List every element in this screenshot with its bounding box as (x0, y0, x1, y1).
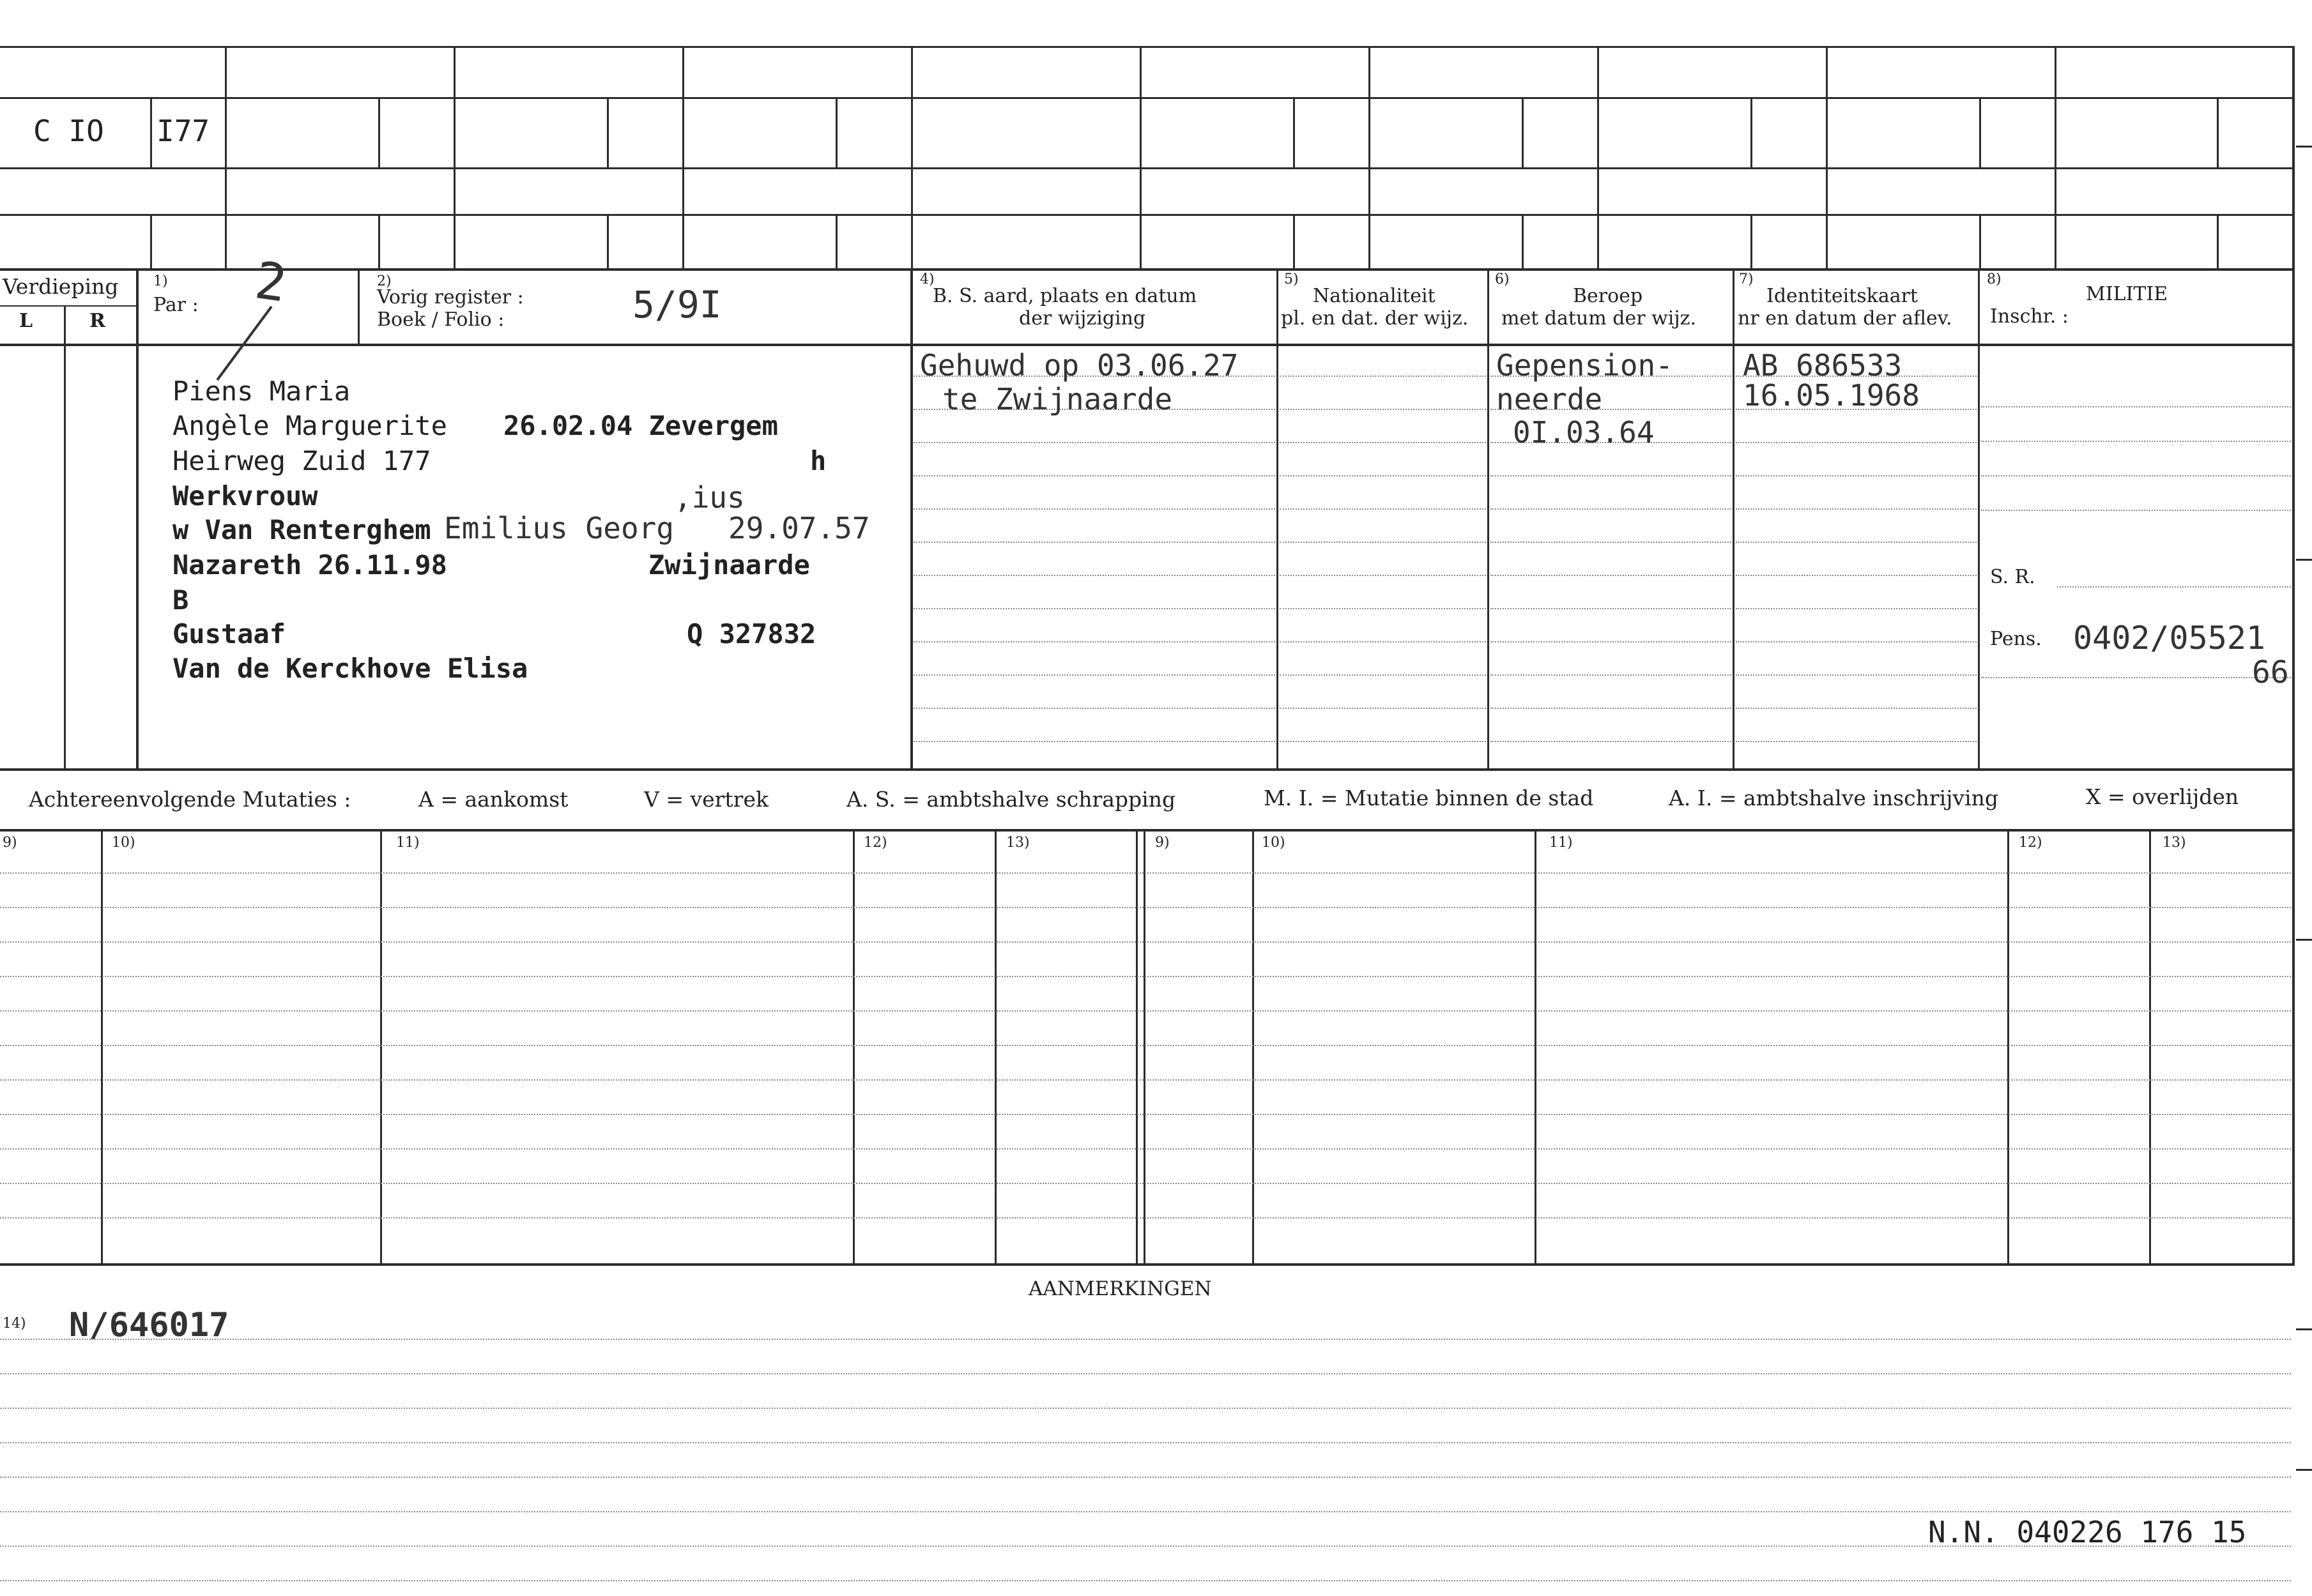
grid-subcol (2217, 214, 2219, 268)
mut-header-11b: 11) (1549, 835, 1573, 851)
grid-subcol (378, 214, 380, 268)
mut-row-line (0, 907, 2291, 908)
beroep-header-1: Beroep (1573, 285, 1643, 307)
r-label: R (89, 310, 105, 332)
row-line (1736, 708, 1977, 709)
row-line (1280, 641, 1486, 642)
row-line (914, 708, 1275, 709)
col-number: 14) (3, 1316, 26, 1332)
margin-tick (2296, 939, 2312, 941)
header-bottom (0, 344, 2293, 346)
mut-header-11: 11) (396, 835, 420, 851)
person-spouse: w Van Renterghem (172, 514, 431, 545)
inschr-label: Inschr. : (1990, 305, 2069, 328)
col-number: 8) (1987, 271, 2002, 287)
row-line (1280, 409, 1486, 410)
row-line (914, 674, 1275, 676)
mut-header-9b: 9) (1155, 835, 1170, 851)
id-header-1: Identiteitskaart (1766, 285, 1918, 307)
person-address: Heirweg Zuid 177 (172, 445, 431, 476)
legend-mi: M. I. = Mutatie binnen de stad (1264, 786, 1594, 810)
grid-col (2055, 46, 2056, 270)
margin-tick (2296, 559, 2312, 561)
col-divider (358, 268, 360, 345)
person-insert: ,ius (674, 480, 745, 515)
mut-col (1252, 830, 1254, 1265)
grid-row-line (0, 214, 2293, 216)
grid-col (1826, 46, 1828, 270)
grid-subcol (836, 97, 838, 167)
row-line (1280, 708, 1486, 709)
boek-folio-value: 5/9I (632, 283, 722, 326)
mut-col (995, 830, 997, 1265)
col-divider (1978, 268, 1980, 770)
person-birth: 26.02.04 Zevergem (503, 410, 778, 441)
grid-subcol (1293, 97, 1295, 167)
mut-col (101, 830, 103, 1265)
person-spouse-names: Emilius Georg (444, 511, 675, 545)
lr-divider (64, 305, 66, 345)
row-line (1981, 475, 2291, 476)
verdieping-divider (0, 305, 137, 307)
col-number: 5) (1284, 271, 1299, 287)
mut-header-12b: 12) (2019, 835, 2042, 851)
row-line (1280, 741, 1486, 742)
beroep-entry-3: 0I.03.64 (1513, 415, 1655, 450)
bs-entry-2: te Zwijnaarde (942, 382, 1173, 416)
row-line (1736, 508, 1977, 510)
person-bottom (0, 768, 2293, 771)
row-line (1736, 608, 1977, 609)
col-number: 7) (1739, 271, 1754, 287)
mut-col (853, 830, 855, 1265)
mut-row-line (0, 1079, 2291, 1081)
grid-subcol (1979, 214, 1981, 268)
boek-folio-label: Boek / Folio : (377, 308, 505, 331)
grid-subcol (607, 214, 609, 268)
row-line (1736, 542, 1977, 543)
mut-header-9: 9) (3, 835, 17, 851)
row-line (1736, 442, 1977, 443)
col-divider (1733, 268, 1734, 770)
legend-v: V = vertrek (644, 787, 769, 812)
id-entry-1: AB 686533 (1743, 348, 1902, 383)
id-header-2: nr en datum der aflev. (1738, 307, 1952, 330)
row-line (1490, 575, 1731, 576)
mut-col (2149, 830, 2151, 1265)
note-line (0, 1442, 2291, 1443)
row-line (914, 475, 1275, 476)
note-line (0, 1408, 2291, 1409)
mut-row-line (0, 1217, 2291, 1219)
note-line (0, 1339, 2291, 1340)
row-line (1736, 674, 1977, 676)
person-occupation: Werkvrouw (172, 480, 318, 512)
mut-row-line (0, 872, 2291, 874)
mut-row-line (0, 1045, 2291, 1046)
mut-header-12: 12) (864, 835, 887, 851)
person-name: Piens Maria (172, 376, 351, 407)
row-line (1981, 441, 2291, 442)
person-given-names: Angèle Marguerite (172, 410, 447, 441)
margin-tick (2296, 1328, 2312, 1330)
row-line (1490, 741, 1731, 742)
row-line (1490, 674, 1731, 676)
mut-row-line (0, 1148, 2291, 1150)
mut-top (0, 829, 2293, 832)
note-line (0, 1580, 2291, 1581)
row-line (1736, 641, 1977, 642)
grid-col (1597, 46, 1599, 270)
grid-subcol (2217, 97, 2219, 167)
grid-col (911, 46, 913, 270)
nn-number: N.N. 040226 176 15 (1928, 1515, 2247, 1549)
number-cell: I77 (157, 114, 210, 148)
row-line (1981, 406, 2291, 407)
row-line (1490, 542, 1731, 543)
beroep-entry-2: neerde (1496, 382, 1603, 416)
row-line (1280, 376, 1486, 377)
militie-header: MILITIE (2086, 283, 2168, 305)
grid-row-line (0, 97, 2293, 99)
row-line (1981, 677, 2291, 678)
grid-col (1368, 46, 1370, 270)
row-line (1280, 608, 1486, 609)
mut-bottom (0, 1263, 2293, 1266)
row-line (1280, 508, 1486, 510)
note-line (0, 1511, 2291, 1512)
bs-header-1: B. S. aard, plaats en datum (933, 285, 1197, 307)
row-line (914, 641, 1275, 642)
mut-col (1144, 830, 1145, 1265)
row-line (914, 608, 1275, 609)
grid-subcol (1522, 97, 1524, 167)
right-border (2292, 46, 2295, 1266)
col-divider (1276, 268, 1278, 770)
beroep-entry-1: Gepension- (1496, 348, 1673, 383)
mutaties-title: Achtereenvolgende Mutaties : (29, 787, 351, 812)
mut-col (2007, 830, 2009, 1265)
col-number: 1) (153, 273, 168, 289)
row-line (1280, 475, 1486, 476)
verdieping-label: Verdieping (3, 274, 119, 299)
col-number: 2) (377, 273, 392, 289)
grid-col (225, 46, 227, 270)
nat-header-1: Nationaliteit (1313, 285, 1435, 307)
grid-subcol (150, 214, 152, 268)
row-line (914, 442, 1275, 443)
grid-subcol (607, 97, 609, 167)
col-divider (910, 268, 913, 770)
row-line (1280, 442, 1486, 443)
grid-subcol (378, 97, 380, 167)
top-border (0, 46, 2293, 48)
l-label: L (19, 310, 33, 332)
person-mother: Van de Kerckhove Elisa (172, 653, 528, 684)
row-line (1736, 575, 1977, 576)
bs-entry-1: Gehuwd op 03.06.27 (920, 348, 1239, 383)
grid-col (1140, 46, 1142, 270)
grid-col (454, 46, 456, 270)
col-divider (1487, 268, 1489, 770)
grid-subcol (1293, 214, 1295, 268)
mut-col (1136, 830, 1138, 1265)
row-line (1736, 475, 1977, 476)
mut-header-13: 13) (1006, 835, 1030, 851)
mut-header-10b: 10) (1262, 835, 1285, 851)
margin-tick (2296, 146, 2312, 148)
person-address-mark: h (810, 445, 827, 476)
beroep-header-2: met datum der wijz. (1501, 307, 1696, 330)
row-line (1490, 475, 1731, 476)
col-number: 4) (920, 271, 935, 287)
grid-subcol (1750, 214, 1752, 268)
col-number: 6) (1495, 271, 1510, 287)
row-line (1280, 575, 1486, 576)
row-line (914, 542, 1275, 543)
col-divider (136, 268, 139, 770)
legend-as: A. S. = ambtshalve schrapping (846, 787, 1176, 812)
grid-subcol (1979, 97, 1981, 167)
person-spouse-place: Nazareth 26.11.98 (172, 549, 447, 581)
par-label: Par : (153, 294, 199, 316)
mut-row-line (0, 1114, 2291, 1115)
row-line (1981, 510, 2291, 511)
row-line (2057, 586, 2291, 588)
mut-row-line (0, 976, 2291, 977)
legend-x: X = overlijden (2086, 784, 2239, 809)
mut-row-line (0, 1010, 2291, 1012)
row-line (914, 741, 1275, 742)
grid-subcol (836, 214, 838, 268)
grid-subcol (150, 97, 152, 167)
pens-suffix: 66 (2252, 655, 2289, 690)
row-line (1490, 708, 1731, 709)
person-status: B (172, 584, 189, 616)
person-spouse-birth: 29.07.57 (728, 511, 870, 545)
row-line (914, 575, 1275, 576)
row-line (1736, 741, 1977, 742)
note-line (0, 1477, 2291, 1478)
sr-label: S. R. (1990, 566, 2035, 588)
mut-col (1535, 830, 1536, 1265)
row-line (1490, 508, 1731, 510)
bs-header-2: der wijziging (1019, 307, 1146, 330)
nat-header-2: pl. en dat. der wijz. (1281, 307, 1469, 330)
aanmerkingen-title: AANMERKINGEN (1029, 1277, 1212, 1300)
grid-col (682, 46, 684, 270)
grid-subcol (1750, 97, 1752, 167)
code-cell: C IO (33, 114, 104, 148)
margin-tick (2296, 1469, 2312, 1471)
grid-row-line (0, 167, 2293, 169)
vorig-register-label: Vorig register : (377, 286, 524, 308)
note-line (0, 1373, 2291, 1374)
lr-divider (64, 345, 66, 770)
mut-header-13b: 13) (2163, 835, 2186, 851)
mut-row-line (0, 941, 2291, 943)
mut-row-line (0, 1183, 2291, 1184)
legend-ai: A. I. = ambtshalve inschrijving (1669, 786, 1999, 810)
id-entry-2: 16.05.1968 (1743, 378, 1920, 413)
mut-header-10: 10) (112, 835, 135, 851)
par-mark: 2 (251, 250, 291, 314)
row-line (1490, 608, 1731, 609)
mut-col (380, 830, 382, 1265)
row-line (1280, 674, 1486, 676)
aanmerkingen-entry: N/646017 (69, 1306, 229, 1344)
person-father: Gustaaf (172, 618, 286, 650)
row-line (1490, 641, 1731, 642)
row-line (914, 508, 1275, 510)
person-residence: Zwijnaarde (648, 549, 810, 581)
row-line (1280, 542, 1486, 543)
pens-label: Pens. (1990, 628, 2042, 650)
grid-row-line (0, 268, 2293, 271)
person-reference: Q 327832 (687, 618, 816, 650)
grid-subcol (1522, 214, 1524, 268)
pens-value: 0402/05521 (2073, 619, 2266, 657)
legend-a: A = aankomst (418, 787, 569, 812)
